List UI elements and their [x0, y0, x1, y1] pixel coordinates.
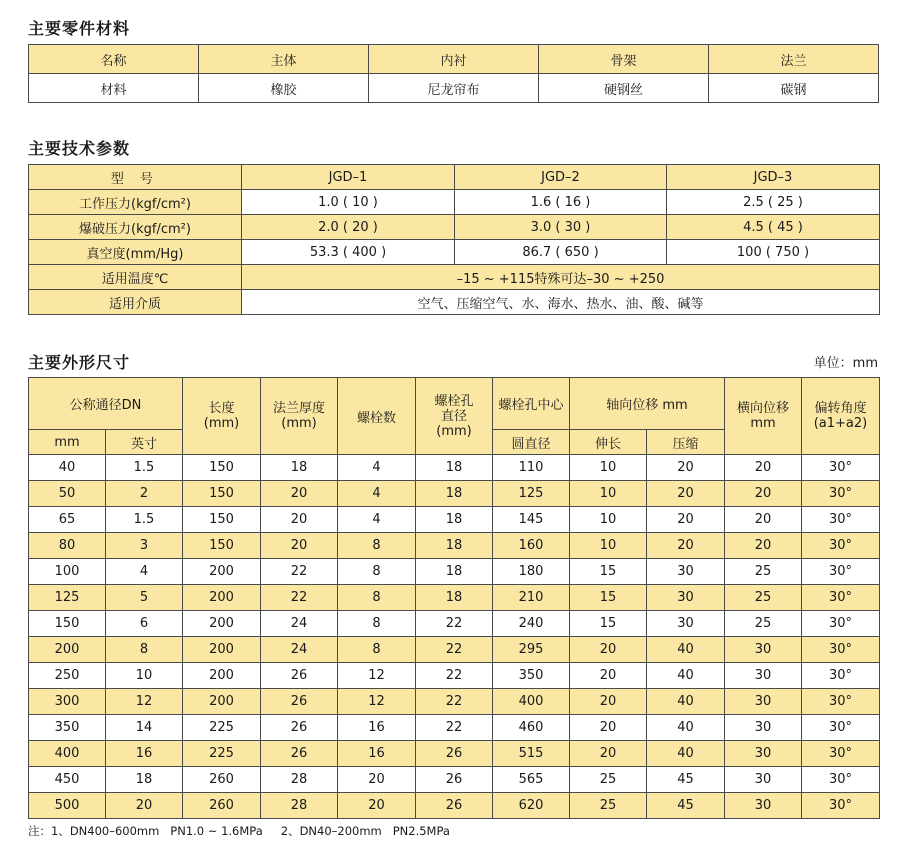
table-cell: 26 [416, 741, 493, 767]
table-cell: 40 [647, 741, 725, 767]
table-cell: 400 [29, 741, 106, 767]
tech-temperature-value: –15 ~ +115特殊可达–30 ~ +250 [242, 265, 880, 290]
materials-value-cell: 尼龙帘布 [369, 74, 539, 103]
table-cell: 25 [725, 585, 802, 611]
tech-value-cell: 53.3 ( 400 ) [242, 240, 455, 265]
table-row [29, 741, 880, 767]
table-cell: 8 [338, 585, 416, 611]
table-cell: 8 [338, 637, 416, 663]
table-cell: 515 [493, 741, 570, 767]
table-cell: 20 [106, 793, 183, 819]
footnote [28, 823, 468, 839]
dims-header-axial: 轴向位移 mm [570, 378, 725, 430]
materials-header-cell: 法兰 [709, 45, 879, 74]
table-cell: 200 [183, 585, 261, 611]
table-row [29, 689, 880, 715]
table-cell: 150 [183, 455, 261, 481]
tech-row-working-pressure [29, 190, 880, 215]
table-cell: 260 [183, 767, 261, 793]
tech-model-cell: JGD–1 [242, 165, 455, 190]
table-cell: 18 [416, 533, 493, 559]
table-cell: 295 [493, 637, 570, 663]
table-cell: 25 [570, 767, 647, 793]
table-cell: 45 [647, 767, 725, 793]
table-cell: 22 [416, 611, 493, 637]
table-cell: 22 [261, 585, 338, 611]
table-row [29, 455, 880, 481]
materials-value-cell: 碳钢 [709, 74, 879, 103]
materials-table [28, 44, 879, 103]
dims-header-hole-center: 螺栓孔中心 [493, 378, 570, 430]
table-cell: 350 [493, 663, 570, 689]
tech-row-label: 适用温度℃ [29, 265, 242, 290]
table-cell: 225 [183, 715, 261, 741]
footnote-note-1: 1、DN400–600mm PN1.0 ~ 1.6MPa [51, 824, 263, 838]
table-cell: 15 [570, 585, 647, 611]
dims-header-hole-dia: 螺栓孔 直径 (mm) [416, 378, 493, 455]
table-cell: 20 [570, 663, 647, 689]
dims-header-mm: mm [29, 430, 106, 455]
table-cell: 26 [261, 689, 338, 715]
table-cell: 30° [802, 507, 880, 533]
table-cell: 200 [183, 637, 261, 663]
dims-header-bolts: 螺栓数 [338, 378, 416, 455]
dims-body [29, 455, 880, 819]
table-cell: 300 [29, 689, 106, 715]
table-cell: 22 [416, 715, 493, 741]
table-cell: 30° [802, 455, 880, 481]
table-cell: 20 [570, 637, 647, 663]
table-cell: 30 [725, 793, 802, 819]
table-cell: 30° [802, 611, 880, 637]
table-cell: 65 [29, 507, 106, 533]
table-cell: 30° [802, 481, 880, 507]
table-cell: 20 [570, 741, 647, 767]
table-cell: 15 [570, 559, 647, 585]
table-cell: 240 [493, 611, 570, 637]
table-cell: 4 [338, 481, 416, 507]
tech-model-cell: JGD–2 [455, 165, 667, 190]
tech-medium-value: 空气、压缩空气、水、海水、热水、油、酸、碱等 [242, 290, 880, 315]
table-cell: 18 [261, 455, 338, 481]
dims-header-deflection: 偏转角度 (a1+a2) [802, 378, 880, 455]
table-cell: 30 [725, 637, 802, 663]
dims-header-row [29, 378, 880, 430]
table-cell: 30° [802, 715, 880, 741]
table-cell: 28 [261, 793, 338, 819]
table-cell: 450 [29, 767, 106, 793]
table-row [29, 507, 880, 533]
table-cell: 1.5 [106, 507, 183, 533]
materials-title: 主要零件材料 [28, 19, 131, 38]
tech-row-medium [29, 290, 880, 315]
tech-row-label: 工作压力(kgf/cm²) [29, 190, 242, 215]
materials-header-cell: 内衬 [369, 45, 539, 74]
tech-row-label: 真空度(mm/Hg) [29, 240, 242, 265]
table-cell: 500 [29, 793, 106, 819]
table-cell: 12 [338, 663, 416, 689]
materials-header-cell: 名称 [29, 45, 199, 74]
table-cell: 125 [493, 481, 570, 507]
dims-title: 主要外形尺寸 [28, 353, 131, 372]
table-cell: 16 [106, 741, 183, 767]
footnote-note-2: 2、DN40–200mm PN2.5MPa [280, 824, 450, 838]
table-cell: 25 [725, 611, 802, 637]
table-row [29, 715, 880, 741]
table-cell: 30° [802, 637, 880, 663]
tech-table [28, 164, 880, 315]
dims-table [28, 377, 880, 819]
tech-value-cell: 1.6 ( 16 ) [455, 190, 667, 215]
table-cell: 5 [106, 585, 183, 611]
table-cell: 20 [261, 481, 338, 507]
tech-value-cell: 3.0 ( 30 ) [455, 215, 667, 240]
table-cell: 22 [416, 689, 493, 715]
table-cell: 6 [106, 611, 183, 637]
materials-header-row [29, 45, 879, 74]
table-cell: 15 [570, 611, 647, 637]
table-cell: 30° [802, 741, 880, 767]
table-cell: 400 [493, 689, 570, 715]
table-cell: 10 [106, 663, 183, 689]
table-cell: 18 [416, 481, 493, 507]
table-cell: 45 [647, 793, 725, 819]
table-cell: 200 [183, 559, 261, 585]
table-cell: 40 [647, 663, 725, 689]
table-cell: 30° [802, 767, 880, 793]
table-cell: 30° [802, 559, 880, 585]
table-cell: 30 [725, 741, 802, 767]
table-cell: 160 [493, 533, 570, 559]
materials-header-cell: 主体 [199, 45, 369, 74]
table-cell: 30° [802, 533, 880, 559]
table-cell: 20 [725, 533, 802, 559]
dims-header-extend: 伸长 [570, 430, 647, 455]
dims-header-length: 长度 (mm) [183, 378, 261, 455]
table-cell: 16 [338, 741, 416, 767]
table-cell: 8 [106, 637, 183, 663]
table-cell: 620 [493, 793, 570, 819]
table-cell: 350 [29, 715, 106, 741]
table-cell: 10 [570, 455, 647, 481]
table-cell: 16 [338, 715, 416, 741]
table-cell: 150 [29, 611, 106, 637]
table-cell: 12 [338, 689, 416, 715]
table-cell: 26 [416, 767, 493, 793]
table-cell: 20 [338, 767, 416, 793]
tech-value-cell: 1.0 ( 10 ) [242, 190, 455, 215]
table-cell: 40 [647, 637, 725, 663]
table-cell: 25 [570, 793, 647, 819]
materials-value-row [29, 74, 879, 103]
tech-model-cell: JGD–3 [667, 165, 880, 190]
tech-row-label: 适用介质 [29, 290, 242, 315]
table-cell: 26 [261, 715, 338, 741]
table-cell: 200 [183, 663, 261, 689]
table-cell: 30 [725, 715, 802, 741]
table-cell: 4 [106, 559, 183, 585]
table-cell: 26 [261, 663, 338, 689]
table-cell: 30° [802, 663, 880, 689]
materials-value-cell: 材料 [29, 74, 199, 103]
tech-model-row [29, 165, 880, 190]
table-row [29, 663, 880, 689]
table-cell: 225 [183, 741, 261, 767]
dims-header-dn: 公称通径DN [29, 378, 183, 430]
table-cell: 20 [261, 507, 338, 533]
table-cell: 18 [416, 585, 493, 611]
tech-value-cell: 2.0 ( 20 ) [242, 215, 455, 240]
table-cell: 2 [106, 481, 183, 507]
table-cell: 10 [570, 507, 647, 533]
table-cell: 1.5 [106, 455, 183, 481]
materials-header-cell: 骨架 [539, 45, 709, 74]
table-row [29, 793, 880, 819]
table-cell: 150 [183, 481, 261, 507]
table-cell: 30° [802, 689, 880, 715]
table-row [29, 637, 880, 663]
tech-value-cell: 86.7 ( 650 ) [455, 240, 667, 265]
table-cell: 20 [261, 533, 338, 559]
table-cell: 180 [493, 559, 570, 585]
dims-header-lateral: 横向位移 mm [725, 378, 802, 455]
dims-header-flange: 法兰厚度 (mm) [261, 378, 338, 455]
table-row [29, 533, 880, 559]
table-cell: 26 [261, 741, 338, 767]
unit-note: 单位：mm [813, 356, 878, 371]
table-cell: 30 [647, 559, 725, 585]
dims-header-circle: 圆直径 [493, 430, 570, 455]
table-cell: 110 [493, 455, 570, 481]
table-cell: 30 [647, 611, 725, 637]
table-cell: 30 [725, 767, 802, 793]
table-cell: 8 [338, 559, 416, 585]
table-cell: 30 [725, 663, 802, 689]
table-cell: 460 [493, 715, 570, 741]
table-cell: 200 [29, 637, 106, 663]
table-cell: 20 [725, 455, 802, 481]
table-cell: 3 [106, 533, 183, 559]
tech-title: 主要技术参数 [28, 139, 131, 158]
table-cell: 24 [261, 611, 338, 637]
table-cell: 250 [29, 663, 106, 689]
table-cell: 200 [183, 689, 261, 715]
table-cell: 14 [106, 715, 183, 741]
table-cell: 8 [338, 533, 416, 559]
table-cell: 22 [416, 637, 493, 663]
table-cell: 200 [183, 611, 261, 637]
table-cell: 150 [183, 533, 261, 559]
table-cell: 24 [261, 637, 338, 663]
table-cell: 40 [29, 455, 106, 481]
tech-row-burst-pressure [29, 215, 880, 240]
table-cell: 100 [29, 559, 106, 585]
table-cell: 125 [29, 585, 106, 611]
table-cell: 4 [338, 455, 416, 481]
table-cell: 26 [416, 793, 493, 819]
table-cell: 20 [647, 507, 725, 533]
table-cell: 20 [647, 533, 725, 559]
table-cell: 8 [338, 611, 416, 637]
table-cell: 20 [647, 481, 725, 507]
table-cell: 18 [416, 507, 493, 533]
table-cell: 565 [493, 767, 570, 793]
dims-header-inch: 英寸 [106, 430, 183, 455]
table-cell: 30° [802, 793, 880, 819]
tech-row-label: 爆破压力(kgf/cm²) [29, 215, 242, 240]
table-cell: 18 [416, 559, 493, 585]
table-cell: 20 [338, 793, 416, 819]
tech-row-vacuum [29, 240, 880, 265]
tech-model-label: 型 号 [29, 165, 242, 190]
table-row [29, 611, 880, 637]
table-cell: 145 [493, 507, 570, 533]
table-cell: 20 [570, 715, 647, 741]
table-cell: 30 [647, 585, 725, 611]
table-cell: 20 [725, 507, 802, 533]
dims-header-compress: 压缩 [647, 430, 725, 455]
table-cell: 50 [29, 481, 106, 507]
table-row [29, 767, 880, 793]
table-cell: 80 [29, 533, 106, 559]
table-cell: 20 [725, 481, 802, 507]
materials-value-cell: 硬钢丝 [539, 74, 709, 103]
table-cell: 20 [570, 689, 647, 715]
table-cell: 18 [416, 455, 493, 481]
table-cell: 22 [261, 559, 338, 585]
table-cell: 18 [106, 767, 183, 793]
table-cell: 20 [647, 455, 725, 481]
table-cell: 4 [338, 507, 416, 533]
table-cell: 150 [183, 507, 261, 533]
table-cell: 30 [725, 689, 802, 715]
table-row [29, 585, 880, 611]
tech-value-cell: 2.5 ( 25 ) [667, 190, 880, 215]
table-cell: 22 [416, 663, 493, 689]
tech-value-cell: 4.5 ( 45 ) [667, 215, 880, 240]
materials-value-cell: 橡胶 [199, 74, 369, 103]
table-cell: 25 [725, 559, 802, 585]
table-cell: 28 [261, 767, 338, 793]
footnote-prefix: 注： [28, 824, 51, 838]
table-cell: 210 [493, 585, 570, 611]
table-cell: 40 [647, 715, 725, 741]
table-cell: 10 [570, 533, 647, 559]
table-cell: 30° [802, 585, 880, 611]
table-cell: 260 [183, 793, 261, 819]
table-row [29, 559, 880, 585]
table-cell: 40 [647, 689, 725, 715]
table-cell: 12 [106, 689, 183, 715]
tech-value-cell: 100 ( 750 ) [667, 240, 880, 265]
tech-row-temperature [29, 265, 880, 290]
table-row [29, 481, 880, 507]
table-cell: 10 [570, 481, 647, 507]
